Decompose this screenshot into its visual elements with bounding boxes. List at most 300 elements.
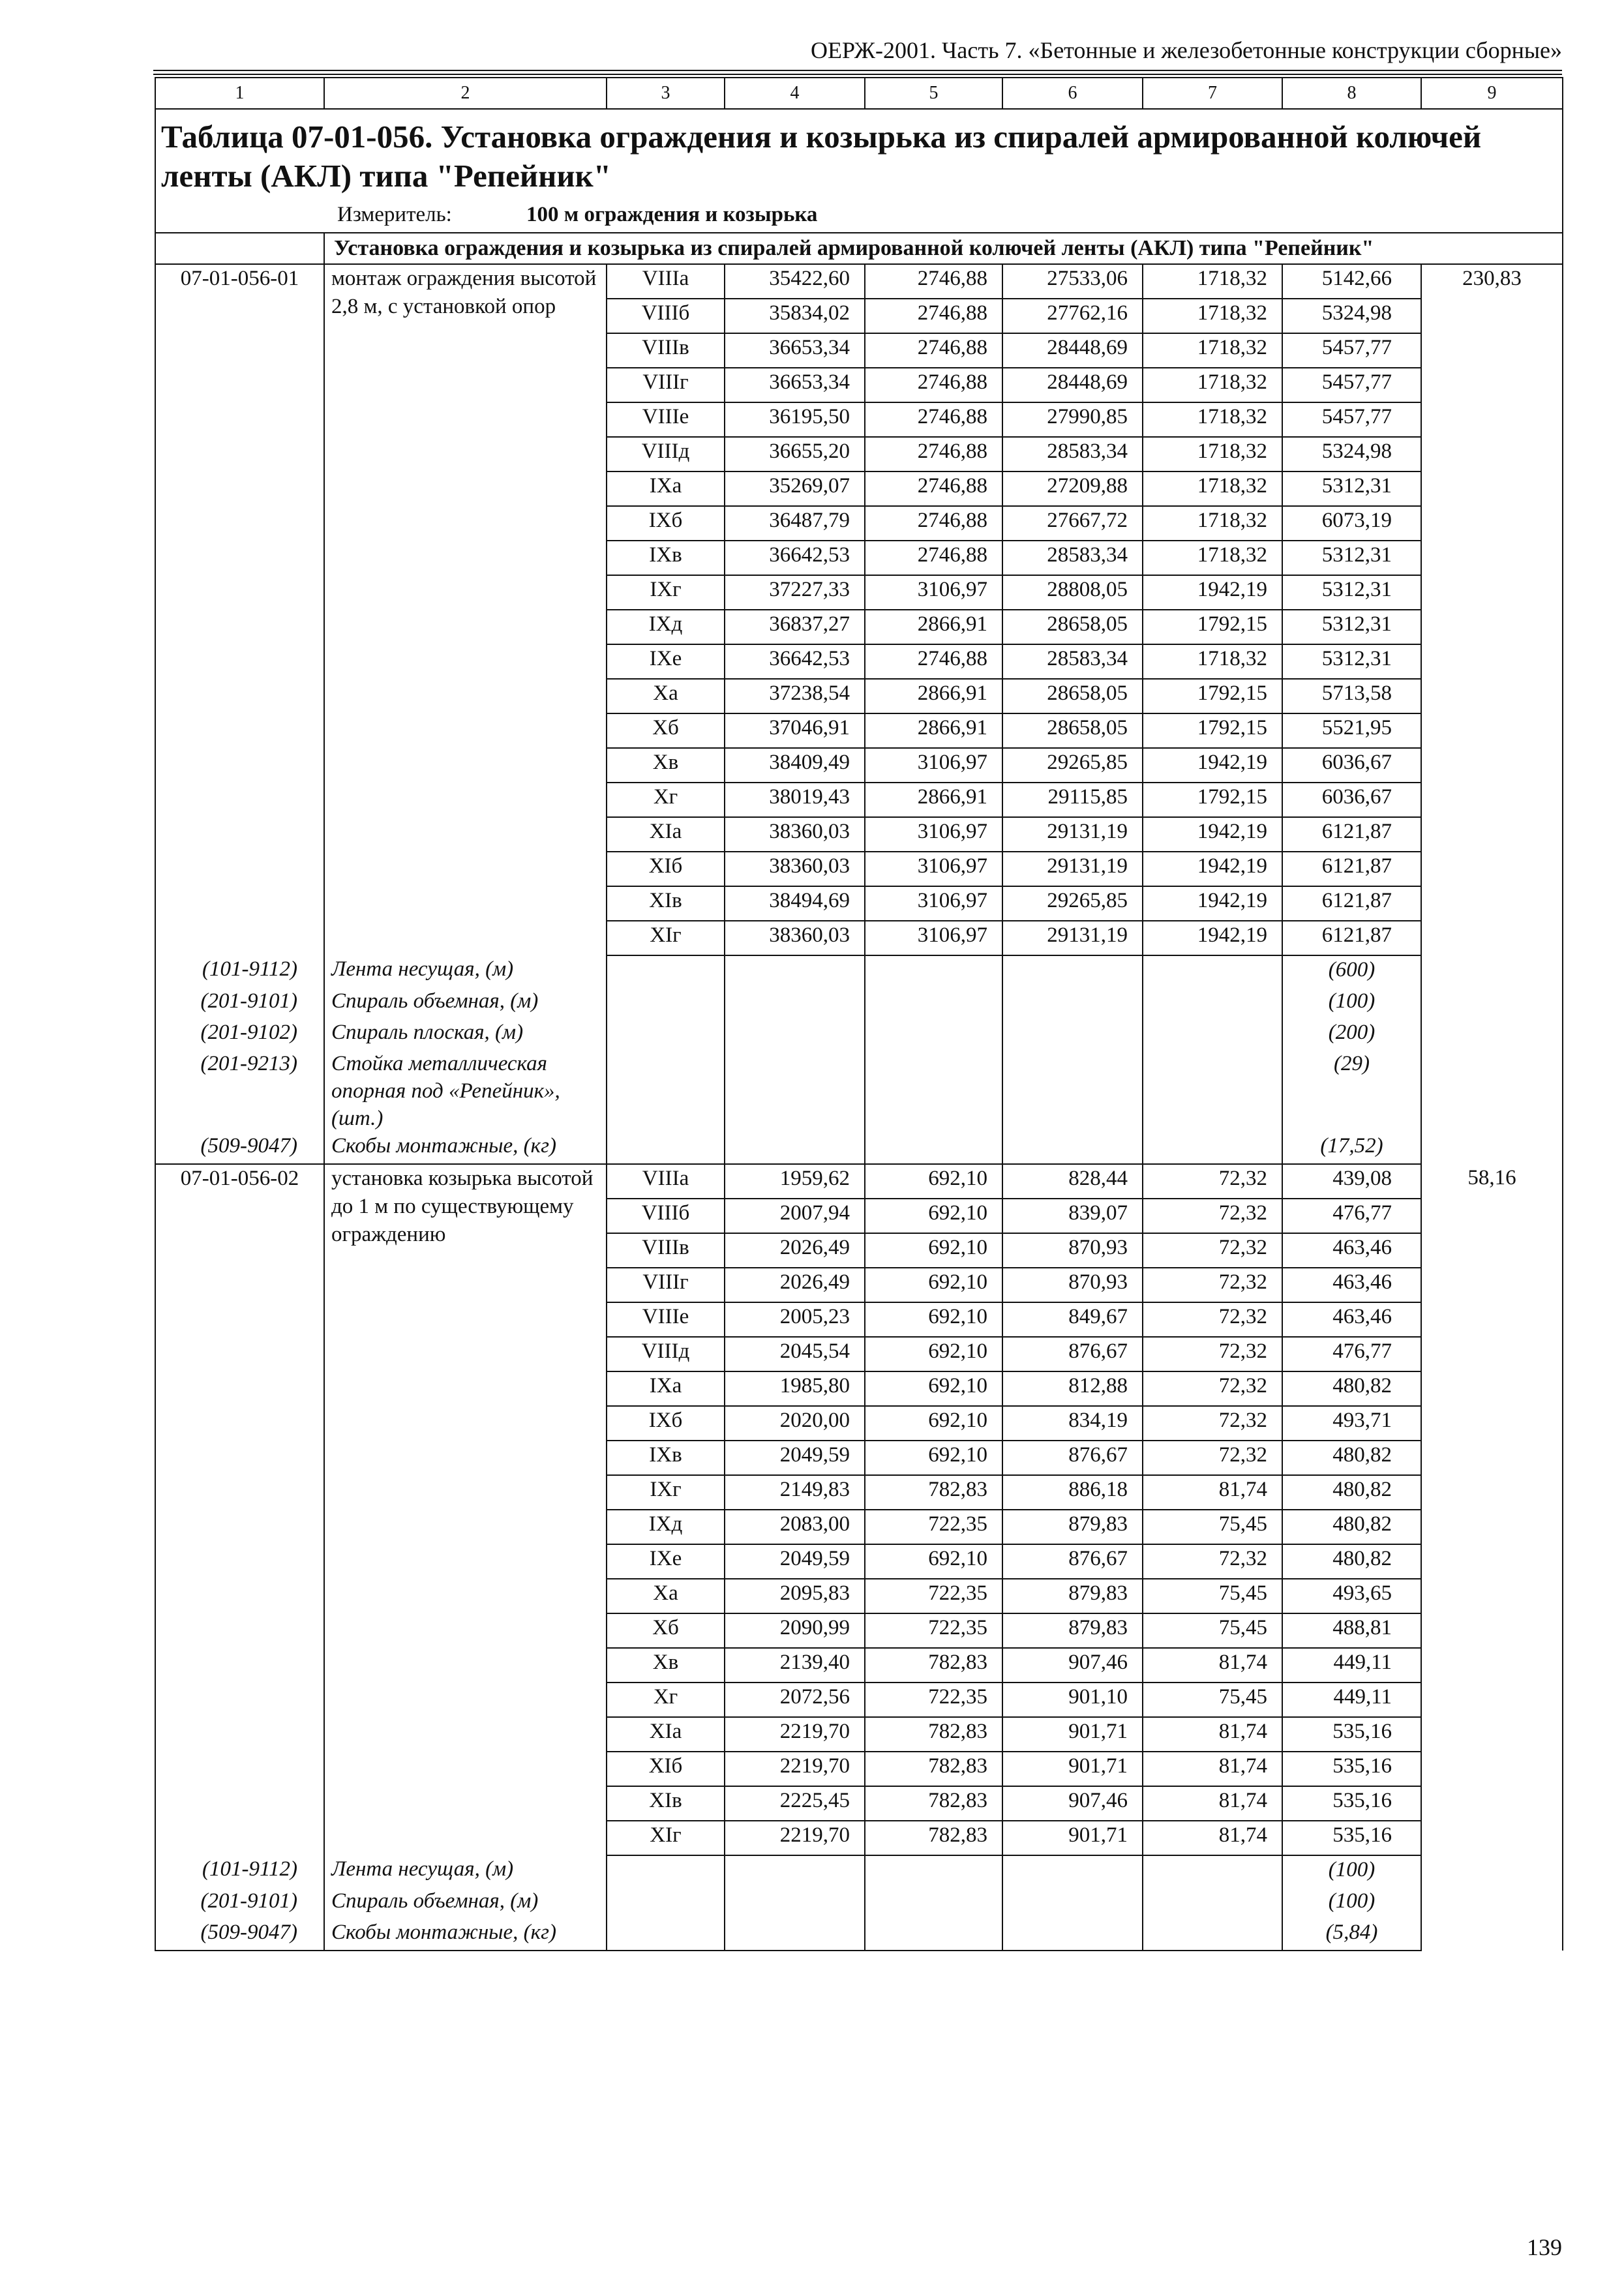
zone-cell: VIIIб — [607, 1199, 725, 1233]
empty-cell — [865, 1887, 1002, 1919]
materials-cell: 449,11 — [1282, 1648, 1421, 1683]
empty-cell — [1002, 1132, 1143, 1164]
machinist-wages-cell: 1942,19 — [1143, 921, 1282, 955]
machinist-wages-cell: 1942,19 — [1143, 817, 1282, 852]
materials-cell: 535,16 — [1282, 1717, 1421, 1752]
empty-cell — [725, 1919, 865, 1951]
machines-cell: 27209,88 — [1002, 471, 1143, 506]
materials-cell: 6121,87 — [1282, 886, 1421, 921]
zone-cell: XIб — [607, 852, 725, 886]
empty-cell — [607, 987, 725, 1019]
wages-cell: 3106,97 — [865, 748, 1002, 783]
wages-cell: 3106,97 — [865, 852, 1002, 886]
machines-cell: 901,10 — [1002, 1683, 1143, 1717]
zone-cell: XIб — [607, 1752, 725, 1786]
materials-cell: 5713,58 — [1282, 679, 1421, 713]
machines-cell: 28658,05 — [1002, 610, 1143, 644]
wages-cell: 782,83 — [865, 1752, 1002, 1786]
empty-cell — [607, 1919, 725, 1951]
machinist-wages-cell: 1718,32 — [1143, 368, 1282, 402]
materials-cell: 5312,31 — [1282, 471, 1421, 506]
materials-cell: 463,46 — [1282, 1302, 1421, 1337]
machinist-wages-cell: 1792,15 — [1143, 679, 1282, 713]
wages-cell: 722,35 — [865, 1683, 1002, 1717]
column-number: 9 — [1421, 78, 1563, 109]
wages-cell: 2746,88 — [865, 333, 1002, 368]
total-cost-cell: 37046,91 — [725, 713, 865, 748]
total-cost-cell: 35269,07 — [725, 471, 865, 506]
zone-cell: XIв — [607, 886, 725, 921]
empty-cell — [607, 1887, 725, 1919]
material-quantity: (100) — [1282, 1855, 1421, 1887]
machines-cell: 29131,19 — [1002, 921, 1143, 955]
zone-cell: Xа — [607, 679, 725, 713]
wages-cell: 782,83 — [865, 1717, 1002, 1752]
materials-cell: 480,82 — [1282, 1371, 1421, 1406]
empty-cell — [865, 1919, 1002, 1951]
total-cost-cell: 38360,03 — [725, 852, 865, 886]
materials-cell: 480,82 — [1282, 1544, 1421, 1579]
wages-cell: 2746,88 — [865, 506, 1002, 541]
materials-cell: 535,16 — [1282, 1786, 1421, 1821]
machinist-wages-cell: 1718,32 — [1143, 644, 1282, 679]
machinist-wages-cell: 1942,19 — [1143, 886, 1282, 921]
total-cost-cell: 2219,70 — [725, 1821, 865, 1855]
materials-cell: 493,71 — [1282, 1406, 1421, 1441]
materials-cell: 6121,87 — [1282, 921, 1421, 955]
zone-cell: IXб — [607, 1406, 725, 1441]
machines-cell: 870,93 — [1002, 1233, 1143, 1268]
zone-cell: Xб — [607, 1613, 725, 1648]
machines-cell: 879,83 — [1002, 1613, 1143, 1648]
material-row — [155, 1019, 1563, 1050]
zone-cell: VIIIа — [607, 264, 725, 299]
material-quantity: (17,52) — [1282, 1132, 1421, 1164]
wages-cell: 2746,88 — [865, 402, 1002, 437]
wages-cell: 692,10 — [865, 1302, 1002, 1337]
empty-cell — [1002, 987, 1143, 1019]
zone-cell: VIIIв — [607, 333, 725, 368]
machines-cell: 907,46 — [1002, 1648, 1143, 1683]
materials-cell: 6036,67 — [1282, 783, 1421, 817]
empty-cell — [865, 1019, 1002, 1050]
rate-description: установка козырька высотой до 1 м по существующему ограждению — [324, 1164, 607, 1855]
machinist-wages-cell: 1792,15 — [1143, 713, 1282, 748]
column-number: 4 — [725, 78, 865, 109]
materials-cell: 439,08 — [1282, 1164, 1421, 1199]
zone-cell: IXд — [607, 610, 725, 644]
zone-cell: IXв — [607, 1441, 725, 1475]
materials-cell: 6121,87 — [1282, 817, 1421, 852]
zone-cell: VIIIг — [607, 1268, 725, 1302]
empty-cell — [865, 1855, 1002, 1887]
wages-cell: 782,83 — [865, 1786, 1002, 1821]
wages-cell: 692,10 — [865, 1371, 1002, 1406]
total-cost-cell: 35422,60 — [725, 264, 865, 299]
machinist-wages-cell: 1792,15 — [1143, 783, 1282, 817]
machinist-wages-cell: 1718,32 — [1143, 471, 1282, 506]
machines-cell: 828,44 — [1002, 1164, 1143, 1199]
empty-cell — [1143, 1887, 1282, 1919]
zone-cell: XIа — [607, 1717, 725, 1752]
machines-cell: 901,71 — [1002, 1717, 1143, 1752]
table-row — [155, 1164, 1563, 1199]
empty-cell — [725, 1019, 865, 1050]
machinist-wages-cell: 72,32 — [1143, 1544, 1282, 1579]
total-cost-cell: 2049,59 — [725, 1544, 865, 1579]
zone-cell: IXа — [607, 471, 725, 506]
zone-cell: VIIIд — [607, 1337, 725, 1371]
wages-cell: 2866,91 — [865, 679, 1002, 713]
zone-cell: VIIIг — [607, 368, 725, 402]
wages-cell: 2866,91 — [865, 713, 1002, 748]
machines-cell: 886,18 — [1002, 1475, 1143, 1510]
empty-cell — [725, 955, 865, 987]
materials-cell: 449,11 — [1282, 1683, 1421, 1717]
machines-cell: 27667,72 — [1002, 506, 1143, 541]
total-cost-cell: 38360,03 — [725, 817, 865, 852]
material-quantity: (5,84) — [1282, 1919, 1421, 1951]
rate-group — [155, 264, 1563, 1165]
wages-cell: 2746,88 — [865, 437, 1002, 471]
wages-cell: 782,83 — [865, 1821, 1002, 1855]
empty-cell — [1143, 987, 1282, 1019]
rate-code: 07-01-056-01 — [155, 264, 324, 955]
empty-cell — [725, 1132, 865, 1164]
machinist-wages-cell: 1718,32 — [1143, 333, 1282, 368]
machinist-wages-cell: 72,32 — [1143, 1164, 1282, 1199]
empty-cell — [1002, 1019, 1143, 1050]
machines-cell: 28583,34 — [1002, 644, 1143, 679]
wages-cell: 3106,97 — [865, 817, 1002, 852]
machinist-wages-cell: 75,45 — [1143, 1579, 1282, 1613]
materials-cell: 535,16 — [1282, 1752, 1421, 1786]
zone-cell: XIг — [607, 1821, 725, 1855]
machinist-wages-cell: 1718,32 — [1143, 437, 1282, 471]
total-cost-cell: 38360,03 — [725, 921, 865, 955]
materials-cell: 5312,31 — [1282, 575, 1421, 610]
machinist-wages-cell: 1792,15 — [1143, 610, 1282, 644]
machinist-wages-cell: 1718,32 — [1143, 402, 1282, 437]
material-name: Лента несущая, (м) — [324, 955, 607, 987]
zone-cell: IXг — [607, 1475, 725, 1510]
machinist-wages-cell: 72,32 — [1143, 1337, 1282, 1371]
machines-cell: 28658,05 — [1002, 679, 1143, 713]
wages-cell: 2746,88 — [865, 644, 1002, 679]
total-cost-cell: 2083,00 — [725, 1510, 865, 1544]
wages-cell: 782,83 — [865, 1475, 1002, 1510]
column-number: 3 — [607, 78, 725, 109]
machines-cell: 28448,69 — [1002, 368, 1143, 402]
material-row — [155, 987, 1563, 1019]
material-row — [155, 1050, 1563, 1133]
material-name: Стойка металлическая опорная под «Репейник», (шт.) — [324, 1050, 607, 1133]
wages-cell: 692,10 — [865, 1441, 1002, 1475]
column-number-row — [155, 78, 1563, 109]
section-blank-cell — [155, 233, 324, 264]
materials-cell: 5521,95 — [1282, 713, 1421, 748]
machines-cell: 876,67 — [1002, 1544, 1143, 1579]
machinist-wages-cell: 1718,32 — [1143, 264, 1282, 299]
total-cost-cell: 2072,56 — [725, 1683, 865, 1717]
total-cost-cell: 38019,43 — [725, 783, 865, 817]
wages-cell: 2746,88 — [865, 299, 1002, 333]
materials-cell: 5312,31 — [1282, 644, 1421, 679]
unit-label: Измеритель: — [337, 202, 452, 226]
column-number: 1 — [155, 78, 324, 109]
wages-cell: 692,10 — [865, 1164, 1002, 1199]
material-name: Спираль плоская, (м) — [324, 1019, 607, 1050]
total-cost-cell: 2219,70 — [725, 1717, 865, 1752]
wages-cell: 2746,88 — [865, 471, 1002, 506]
machines-cell: 29115,85 — [1002, 783, 1143, 817]
empty-cell — [1143, 1019, 1282, 1050]
machines-cell: 28448,69 — [1002, 333, 1143, 368]
machinist-wages-cell: 1718,32 — [1143, 541, 1282, 575]
wages-cell: 3106,97 — [865, 575, 1002, 610]
empty-cell — [1002, 1050, 1143, 1133]
material-code: (101-9112) — [155, 1855, 324, 1887]
total-cost-cell: 1959,62 — [725, 1164, 865, 1199]
empty-cell — [865, 987, 1002, 1019]
total-cost-cell: 36195,50 — [725, 402, 865, 437]
materials-cell: 5312,31 — [1282, 541, 1421, 575]
material-code: (201-9101) — [155, 987, 324, 1019]
rate-group — [155, 1164, 1563, 1951]
machinist-wages-cell: 81,74 — [1143, 1648, 1282, 1683]
table-title: Таблица 07-01-056. Установка ограждения и козырька из спиралей армированной колючей ленты (АКЛ) типа "Репейник" — [155, 109, 1563, 201]
materials-cell: 5142,66 — [1282, 264, 1421, 299]
machines-cell: 879,83 — [1002, 1510, 1143, 1544]
total-cost-cell: 2005,23 — [725, 1302, 865, 1337]
zone-cell: IXе — [607, 644, 725, 679]
materials-cell: 535,16 — [1282, 1821, 1421, 1855]
machinist-wages-cell: 72,32 — [1143, 1406, 1282, 1441]
column-number: 2 — [324, 78, 607, 109]
empty-cell — [607, 1050, 725, 1133]
total-cost-cell: 2219,70 — [725, 1752, 865, 1786]
zone-cell: VIIIв — [607, 1233, 725, 1268]
header-rule — [153, 70, 1562, 75]
machines-cell: 901,71 — [1002, 1821, 1143, 1855]
material-code: (201-9213) — [155, 1050, 324, 1133]
column-number: 8 — [1282, 78, 1421, 109]
total-cost-cell: 36653,34 — [725, 368, 865, 402]
zone-cell: Xв — [607, 1648, 725, 1683]
zone-cell: XIг — [607, 921, 725, 955]
wages-cell: 782,83 — [865, 1648, 1002, 1683]
materials-cell: 463,46 — [1282, 1268, 1421, 1302]
total-cost-cell: 37227,33 — [725, 575, 865, 610]
rate-code: 07-01-056-02 — [155, 1164, 324, 1855]
materials-cell: 6036,67 — [1282, 748, 1421, 783]
total-cost-cell: 2007,94 — [725, 1199, 865, 1233]
material-name: Скобы монтажные, (кг) — [324, 1132, 607, 1164]
unit-value: 100 м ограждения и козырька — [526, 202, 818, 226]
machines-cell: 29131,19 — [1002, 817, 1143, 852]
total-cost-cell: 36653,34 — [725, 333, 865, 368]
materials-cell: 5457,77 — [1282, 333, 1421, 368]
material-row — [155, 955, 1563, 987]
materials-cell: 493,65 — [1282, 1579, 1421, 1613]
running-title: ОЕРЖ-2001. Часть 7. «Бетонные и железобетонные конструкции сборные» — [811, 37, 1562, 63]
total-cost-cell: 35834,02 — [725, 299, 865, 333]
machines-cell: 27990,85 — [1002, 402, 1143, 437]
wages-cell: 692,10 — [865, 1406, 1002, 1441]
empty-cell — [725, 1855, 865, 1887]
material-code: (101-9112) — [155, 955, 324, 987]
machines-cell: 28583,34 — [1002, 437, 1143, 471]
machines-cell: 27533,06 — [1002, 264, 1143, 299]
material-name: Спираль объемная, (м) — [324, 987, 607, 1019]
unit-line — [155, 201, 1563, 233]
total-cost-cell: 36642,53 — [725, 644, 865, 679]
zone-cell: IXа — [607, 1371, 725, 1406]
machinist-wages-cell: 72,32 — [1143, 1302, 1282, 1337]
empty-cell — [1002, 955, 1143, 987]
material-code: (201-9102) — [155, 1019, 324, 1050]
machines-cell: 28808,05 — [1002, 575, 1143, 610]
total-cost-cell: 36487,79 — [725, 506, 865, 541]
empty-cell — [607, 1132, 725, 1164]
empty-cell — [865, 1132, 1002, 1164]
total-cost-cell: 2149,83 — [725, 1475, 865, 1510]
machinist-wages-cell: 81,74 — [1143, 1752, 1282, 1786]
wages-cell: 722,35 — [865, 1579, 1002, 1613]
total-cost-cell: 2225,45 — [725, 1786, 865, 1821]
wages-cell: 722,35 — [865, 1613, 1002, 1648]
labor-cell: 58,16 — [1421, 1164, 1563, 1951]
machinist-wages-cell: 1942,19 — [1143, 852, 1282, 886]
zone-cell: IXд — [607, 1510, 725, 1544]
machinist-wages-cell: 72,32 — [1143, 1199, 1282, 1233]
zone-cell: Xг — [607, 1683, 725, 1717]
materials-cell: 480,82 — [1282, 1510, 1421, 1544]
machinist-wages-cell: 81,74 — [1143, 1717, 1282, 1752]
total-cost-cell: 2090,99 — [725, 1613, 865, 1648]
empty-cell — [865, 1050, 1002, 1133]
wages-cell: 692,10 — [865, 1337, 1002, 1371]
empty-cell — [607, 955, 725, 987]
machinist-wages-cell: 1942,19 — [1143, 748, 1282, 783]
total-cost-cell: 37238,54 — [725, 679, 865, 713]
wages-cell: 692,10 — [865, 1268, 1002, 1302]
zone-cell: XIа — [607, 817, 725, 852]
machines-cell: 834,19 — [1002, 1406, 1143, 1441]
material-quantity: (100) — [1282, 1887, 1421, 1919]
total-cost-cell: 2095,83 — [725, 1579, 865, 1613]
material-name: Спираль объемная, (м) — [324, 1887, 607, 1919]
machinist-wages-cell: 72,32 — [1143, 1268, 1282, 1302]
wages-cell: 3106,97 — [865, 886, 1002, 921]
empty-cell — [1143, 1050, 1282, 1133]
materials-cell: 476,77 — [1282, 1199, 1421, 1233]
zone-cell: Xа — [607, 1579, 725, 1613]
materials-cell: 5324,98 — [1282, 299, 1421, 333]
total-cost-cell: 38494,69 — [725, 886, 865, 921]
material-name: Скобы монтажные, (кг) — [324, 1919, 607, 1951]
material-row — [155, 1132, 1563, 1164]
material-code: (201-9101) — [155, 1887, 324, 1919]
materials-cell: 480,82 — [1282, 1475, 1421, 1510]
zone-cell: IXг — [607, 575, 725, 610]
total-cost-cell: 2026,49 — [725, 1268, 865, 1302]
wages-cell: 2746,88 — [865, 264, 1002, 299]
wages-cell: 2746,88 — [865, 541, 1002, 575]
zone-cell: XIв — [607, 1786, 725, 1821]
machinist-wages-cell: 72,32 — [1143, 1441, 1282, 1475]
machines-cell: 876,67 — [1002, 1337, 1143, 1371]
material-row — [155, 1855, 1563, 1887]
zone-cell: VIIIб — [607, 299, 725, 333]
machines-cell: 29131,19 — [1002, 852, 1143, 886]
wages-cell: 692,10 — [865, 1233, 1002, 1268]
material-code: (509-9047) — [155, 1132, 324, 1164]
zone-cell: Xв — [607, 748, 725, 783]
machines-cell: 27762,16 — [1002, 299, 1143, 333]
machinist-wages-cell: 1942,19 — [1143, 575, 1282, 610]
machines-cell: 812,88 — [1002, 1371, 1143, 1406]
materials-cell: 480,82 — [1282, 1441, 1421, 1475]
total-cost-cell: 2049,59 — [725, 1441, 865, 1475]
machines-cell: 907,46 — [1002, 1786, 1143, 1821]
total-cost-cell: 36655,20 — [725, 437, 865, 471]
zone-cell: VIIIа — [607, 1164, 725, 1199]
rate-description: монтаж ограждения высотой 2,8 м, с установкой опор — [324, 264, 607, 955]
machines-cell: 839,07 — [1002, 1199, 1143, 1233]
empty-cell — [607, 1855, 725, 1887]
materials-cell: 6073,19 — [1282, 506, 1421, 541]
machines-cell: 876,67 — [1002, 1441, 1143, 1475]
material-quantity: (200) — [1282, 1019, 1421, 1050]
machinist-wages-cell: 1718,32 — [1143, 506, 1282, 541]
empty-cell — [607, 1019, 725, 1050]
empty-cell — [865, 955, 1002, 987]
materials-cell: 5324,98 — [1282, 437, 1421, 471]
material-row — [155, 1919, 1563, 1951]
wages-cell: 722,35 — [865, 1510, 1002, 1544]
wages-cell: 2746,88 — [865, 368, 1002, 402]
labor-cell: 230,83 — [1421, 264, 1563, 1165]
machines-cell: 29265,85 — [1002, 748, 1143, 783]
materials-cell: 5457,77 — [1282, 402, 1421, 437]
materials-cell: 6121,87 — [1282, 852, 1421, 886]
wages-cell: 2866,91 — [865, 610, 1002, 644]
total-cost-cell: 2139,40 — [725, 1648, 865, 1683]
section-title: Установка ограждения и козырька из спиралей армированной колючей ленты (АКЛ) типа "Репейник" — [324, 233, 1563, 264]
materials-cell: 5457,77 — [1282, 368, 1421, 402]
wages-cell: 2866,91 — [865, 783, 1002, 817]
empty-cell — [1143, 1855, 1282, 1887]
total-cost-cell: 36837,27 — [725, 610, 865, 644]
zone-cell: IXб — [607, 506, 725, 541]
machines-cell: 879,83 — [1002, 1579, 1143, 1613]
machines-cell: 849,67 — [1002, 1302, 1143, 1337]
total-cost-cell: 1985,80 — [725, 1371, 865, 1406]
total-cost-cell: 2020,00 — [725, 1406, 865, 1441]
zone-cell: VIIIе — [607, 1302, 725, 1337]
machines-cell: 28583,34 — [1002, 541, 1143, 575]
machinist-wages-cell: 72,32 — [1143, 1371, 1282, 1406]
zone-cell: IXе — [607, 1544, 725, 1579]
materials-cell: 488,81 — [1282, 1613, 1421, 1648]
machinist-wages-cell: 81,74 — [1143, 1475, 1282, 1510]
machinist-wages-cell: 75,45 — [1143, 1510, 1282, 1544]
total-cost-cell: 36642,53 — [725, 541, 865, 575]
zone-cell: VIIIд — [607, 437, 725, 471]
zone-cell: Xг — [607, 783, 725, 817]
machinist-wages-cell: 81,74 — [1143, 1821, 1282, 1855]
